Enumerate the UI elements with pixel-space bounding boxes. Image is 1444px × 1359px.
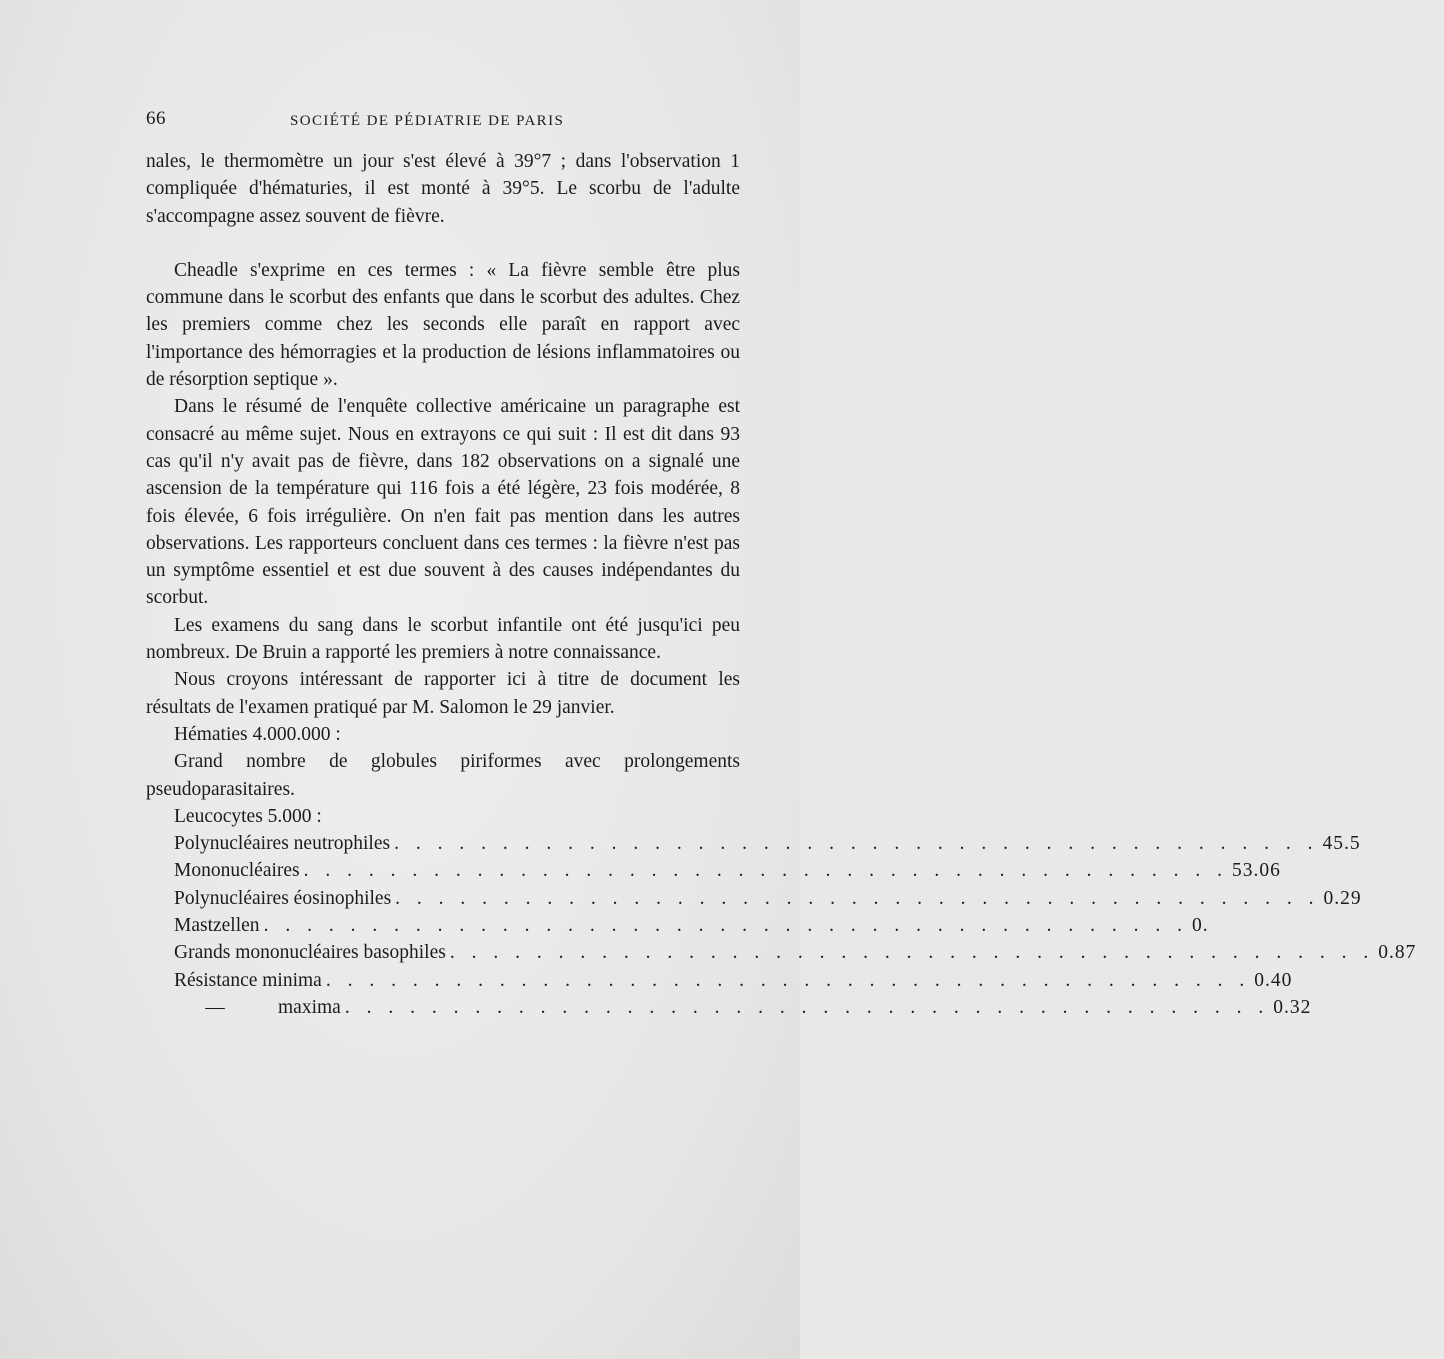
result-label: Résistance minima bbox=[174, 969, 322, 991]
result-value: 0.40 bbox=[1254, 969, 1293, 991]
line-leucocytes: Leucocytes 5.000 : bbox=[174, 805, 322, 827]
page-number: 66 bbox=[146, 108, 166, 129]
paragraph-american-survey: Dans le résumé de l'enquête collective américaine un paragraphe est consacré au même sujet. Nous en extrayons ce qui suit : Il est dit dans 93 cas qu'il n'y avait pas de fièvre, dans 182 observations on a signalé une ascension de la température qui 116 fois a été légère, 23 fois modérée, 8 fois élevée, 6 fois irrégulière. On n'en fait pas mention dans les autres observations. Les rapporteurs concluent dans ces termes : la fièvre n'est pas un symptôme essentiel et est due souvent à des causes indépendantes du scorbut. bbox=[146, 396, 740, 609]
leader-dots: . . . . . . . . . . . . . . . . . . . . . . . . . . . . . . . . . . . . . . . . . . . bbox=[344, 996, 1270, 1018]
result-row bbox=[146, 830, 1361, 857]
result-value: 0. bbox=[1191, 915, 1209, 937]
result-label: Grands mononucléaires basophiles bbox=[174, 942, 446, 964]
result-value: 0.29 bbox=[1323, 887, 1362, 909]
result-value: 53.06 bbox=[1232, 860, 1281, 882]
page-header bbox=[146, 108, 740, 138]
leader-dots: . . . . . . . . . . . . . . . . . . . . . . . . . . . . . . . . . . . . . . . . . . . bbox=[449, 942, 1375, 964]
paragraph-globules: Grand nombre de globules piriformes avec prolongements pseudoparasitaires. bbox=[146, 751, 740, 800]
result-row bbox=[146, 912, 1209, 939]
result-value: 0.32 bbox=[1273, 996, 1312, 1018]
result-row bbox=[146, 885, 1362, 912]
result-row bbox=[146, 857, 1281, 884]
paragraph-cheadle-quote: Cheadle s'exprime en ces termes : « La fièvre semble être plus commune dans le scorbut des enfants que dans le scorbut des adultes. Chez les premiers comme chez les seconds elle paraît en rapport avec l'importance des hémorragies et la production de lésions inflammatoires ou de résorption septique ». bbox=[146, 259, 740, 391]
result-value: 45.5 bbox=[1322, 833, 1361, 855]
ditto-dash: — bbox=[205, 996, 225, 1018]
result-value: 0.87 bbox=[1378, 942, 1417, 964]
paragraph-blood-exams: Les examens du sang dans le scorbut infantile ont été jusqu'ici peu nombreux. De Bruin a rapporté les premiers à notre connaissance. bbox=[146, 614, 740, 664]
result-row bbox=[146, 939, 1417, 966]
line-hematies: Hématies 4.000.000 : bbox=[174, 723, 341, 745]
blood-results-list bbox=[146, 830, 1417, 1021]
result-label bbox=[174, 994, 341, 1021]
result-row-maxima bbox=[146, 994, 1312, 1021]
running-title: SOCIÉTÉ DE PÉDIATRIE DE PARIS bbox=[290, 113, 565, 129]
leader-dots: . . . . . . . . . . . . . . . . . . . . . . . . . . . . . . . . . . . . . . . . . . . bbox=[263, 915, 1188, 937]
result-label: Mononucléaires bbox=[174, 860, 300, 882]
result-row bbox=[146, 967, 1293, 994]
result-label-text: maxima bbox=[278, 996, 341, 1018]
leader-dots: . . . . . . . . . . . . . . . . . . . . . . . . . . . . . . . . . . . . . . . . . . . bbox=[325, 969, 1251, 991]
result-label: Mastzellen bbox=[174, 915, 260, 937]
paragraph-salomon-exam: Nous croyons intéressant de rapporter ici à titre de document les résultats de l'examen pratiqué par M. Salomon le 29 janvier. bbox=[146, 669, 740, 718]
result-label: Polynucléaires neutrophiles bbox=[174, 833, 391, 855]
leader-dots: . . . . . . . . . . . . . . . . . . . . . . . . . . . . . . . . . . . . . . . . . . . bbox=[303, 860, 1229, 882]
leader-dots: . . . . . . . . . . . . . . . . . . . . . . . . . . . . . . . . . . . . . . . . . . . bbox=[394, 833, 1319, 855]
paragraph-fever-observations: nales, le thermomètre un jour s'est élevé à 39°7 ; dans l'observation 1 compliquée d'hématuries, il est monté à 39°5. Le scorbu de l'adulte s'accompagne assez souvent de fièvre. bbox=[146, 151, 740, 227]
body-text bbox=[146, 148, 1417, 1021]
leader-dots: . . . . . . . . . . . . . . . . . . . . . . . . . . . . . . . . . . . . . . . . . . . bbox=[395, 887, 1320, 909]
result-label: Polynucléaires éosinophiles bbox=[174, 887, 392, 909]
